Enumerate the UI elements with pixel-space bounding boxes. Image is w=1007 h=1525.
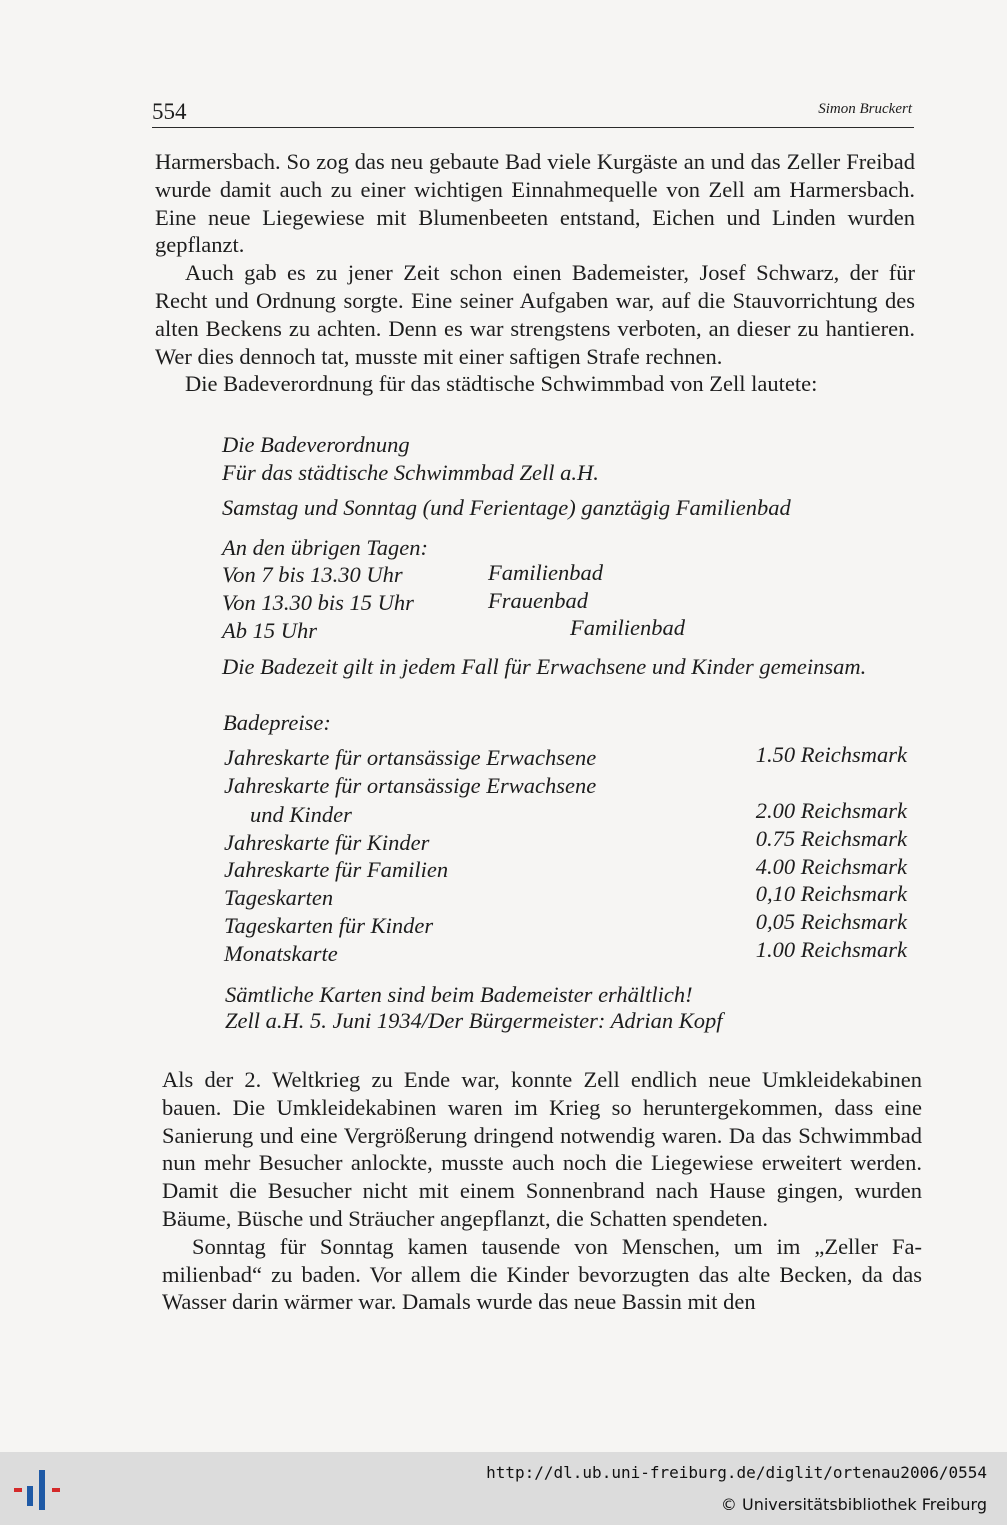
prices-heading: Badepreise:: [223, 710, 331, 735]
price-label: und Kinder: [250, 802, 352, 827]
logo-red-bar: [52, 1488, 60, 1492]
intro-paragraph-2: Auch gab es zu jener Zeit schon einen Bademeister, Josef Schwarz, der für Recht und Ordnung sorgte. Eine seiner Aufgaben war, auf die Stauvorrichtung des alten Beckens zu achten. Denn es war strengstens verboten, an dieser zu hantieren. Wer dies dennoch tat, musste mit einer saftigen Strafe rechnen.: [155, 260, 915, 369]
price-value: 0,05 Reichsmark: [755, 909, 907, 934]
price-label: Jahreskarte für Kinder: [224, 830, 430, 855]
intro-paragraph-3: Die Badeverordnung für das städtische Schwimmbad von Zell lautete:: [185, 371, 818, 397]
schedule-time: Ab 15 Uhr: [222, 618, 317, 643]
price-value: 2.00 Reichsmark: [755, 798, 907, 823]
outro-paragraph-1: Als der 2. Weltkrieg zu Ende war, konnte Zell endlich neue Umkleidekabinen bauen. Die Umkleidekabinen waren im Krieg so heruntergekommen, dass eine Sanierung und eine Vergrößerung dringend notwendig waren. Da das Schwimmbad nun mehr Besucher anlockte, musste auch noch die Liegewiese erweitert werden. Damit die Besucher nicht mit einem Sonnenbrand nach Hause gingen, wurden Bäume, Büsche und Sträucher angepflanzt, die Schatten spendeten.: [162, 1067, 922, 1231]
intro-text: [155, 148, 915, 398]
intro-paragraph-1: Harmersbach. So zog das neu gebaute Bad viele Kurgäste an und das Zeller Freibad wurde damit auch zu einer wichtigen Einnahmequelle von Zell am Harmersbach. Eine neue Liegewiese mit Blumenbeeten entstand, Eichen und Linden wurden gepflanzt.: [155, 149, 915, 258]
quote-title-2: Für das städtische Schwimmbad Zell a.H.: [222, 460, 599, 485]
quote-weekend-hours: Samstag und Sonntag (und Ferientage) ganztägig Familienbad: [222, 495, 791, 520]
price-label: Tageskarten für Kinder: [224, 913, 434, 938]
price-value: 0.75 Reichsmark: [755, 826, 907, 851]
quote-closing-2: Zell a.H. 5. Juni 1934/Der Bürgermeister: Adrian Kopf: [225, 1008, 723, 1033]
price-label: Monatskarte: [224, 941, 338, 966]
source-url-link[interactable]: http://dl.ub.uni-freiburg.de/diglit/ortenau2006/0554: [486, 1463, 987, 1482]
schedule-type: Familienbad: [488, 560, 603, 585]
ub-freiburg-logo-icon[interactable]: [12, 1468, 64, 1512]
quote-other-days: An den übrigen Tagen:: [222, 535, 429, 560]
viewer-footer-bar: [0, 1452, 1007, 1525]
price-label: Jahreskarte für Familien: [224, 857, 449, 882]
price-value: 0,10 Reichsmark: [755, 881, 907, 906]
price-label: Tageskarten: [224, 885, 334, 910]
logo-blue-bar-1: [27, 1486, 33, 1506]
page-number: 554: [152, 99, 187, 124]
schedule-time: Von 13.30 bis 15 Uhr: [222, 590, 414, 615]
price-label: Jahreskarte für ortansässige Erwachsene: [224, 745, 597, 770]
schedule-type: Frauenbad: [488, 588, 588, 613]
quote-note: Die Badezeit gilt in jedem Fall für Erwachsene und Kinder gemeinsam.: [222, 654, 867, 679]
outro-paragraph-2: Sonntag für Sonntag kamen tausende von Menschen, um im „Zeller Familienbad“ zu baden. Vor allem die Kinder bevorzugten das alte Becken, da das Wasser darin wärmer war. Damals wurde das neue Bassin mit den: [162, 1233, 922, 1315]
price-label: Jahreskarte für ortansässige Erwachsene: [224, 773, 597, 798]
logo-red-bar: [14, 1488, 22, 1492]
copyright-text: © Universitätsbibliothek Freiburg: [720, 1495, 987, 1514]
outro-text: [162, 1066, 922, 1316]
price-value: 4.00 Reichsmark: [755, 854, 907, 879]
running-head-author: Simon Bruckert: [818, 101, 912, 117]
schedule-time: Von 7 bis 13.30 Uhr: [222, 562, 403, 587]
logo-blue-bar-2: [39, 1470, 45, 1510]
schedule-type: Familienbad: [570, 615, 685, 640]
price-value: 1.50 Reichsmark: [755, 742, 907, 767]
page-header: [152, 97, 914, 128]
price-value: 1.00 Reichsmark: [755, 937, 907, 962]
quote-title-1: Die Badeverordnung: [222, 432, 410, 457]
quote-closing-1: Sämtliche Karten sind beim Bademeister erhältlich!: [225, 982, 693, 1007]
